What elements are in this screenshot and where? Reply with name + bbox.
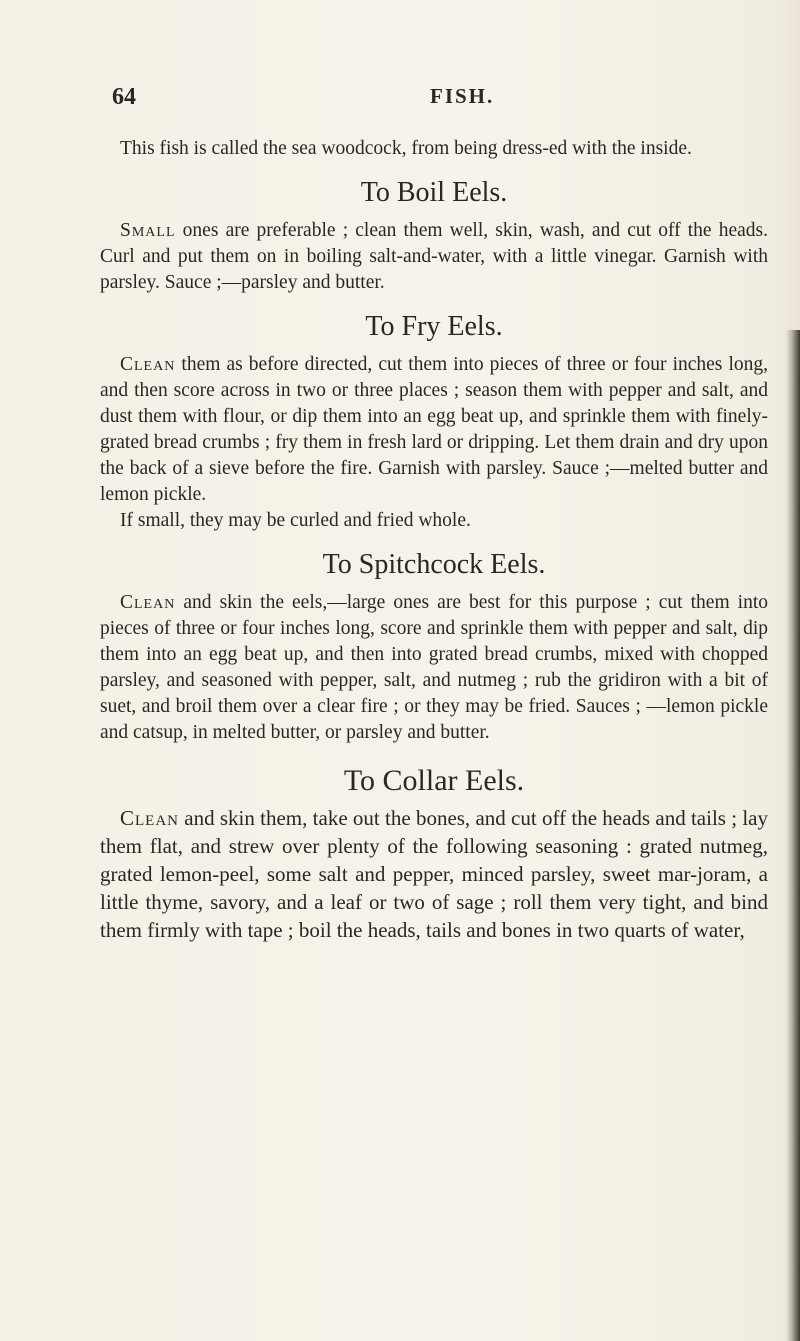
recipe-paragraph	[100, 590, 768, 746]
recipe-body: and skin them, take out the bones, and cut off the heads and tails ; lay them flat, and strew over plenty of the following seasoning : grated nutmeg, grated lemon-peel, some salt and pepper, minced parsley, sweet mar-joram, a little thyme, savory, and a leaf or two of sage ; roll them very tight, and bind them firmly with tape ; boil the heads, tails and bones in two quarts of water,	[100, 806, 768, 942]
recipe-heading: To Fry Eels.	[365, 311, 503, 342]
running-title: FISH.	[430, 84, 495, 108]
recipe-paragraph	[100, 218, 768, 296]
running-head	[112, 84, 752, 114]
page-edge-shadow	[786, 330, 800, 1341]
recipe-heading: To Collar Eels.	[343, 764, 525, 797]
recipe-note: If small, they may be curled and fried whole.	[120, 510, 471, 531]
page-text	[100, 136, 768, 958]
recipe-body: them as before directed, cut them into pieces of three or four inches long, and then score across in two or three places ; season them with pepper and salt, and dust them with flour, or dip them into an egg beat up, and sprinkle them with finely-grated bread crumbs ; fry them in fresh lard or dripping. Let them drain and dry upon the back of a sieve before the fire. Garnish with parsley. Sauce ;—melted butter and lemon pickle.	[100, 354, 768, 505]
recipe-paragraph	[100, 352, 768, 508]
page-number: 64	[112, 84, 136, 110]
recipe-body: ones are preferable ; clean them well, skin, wash, and cut off the heads. Curl and put them on in boiling salt-and-water, with a little vinegar. Garnish with parsley. Sauce ;—parsley and butter.	[100, 220, 768, 293]
recipe-heading: To Boil Eels.	[360, 177, 508, 208]
recipe-fry-eels	[100, 310, 768, 534]
recipe-spitchcock-eels	[100, 548, 768, 746]
intro-paragraph: This fish is called the sea woodcock, from being dress-ed with the inside.	[120, 138, 692, 159]
recipe-body: and skin the eels,—large ones are best for this purpose ; cut them into pieces of three or four inches long, score and sprinkle them with pepper and salt, dip them into an egg beat up, and then into grated bread crumbs, mixed with chopped parsley, and seasoned with pepper, salt, and nutmeg ; rub the gridiron with a bit of suet, and broil them over a clear fire ; or they may be fried. Sauces ; —lemon pickle and catsup, in melted butter, or parsley and butter.	[100, 592, 768, 743]
lead-word: Small	[120, 220, 176, 241]
lead-word: Clean	[120, 592, 176, 613]
recipe-boil-eels	[100, 176, 768, 296]
lead-word: Clean	[120, 354, 176, 375]
recipe-heading: To Spitchcock Eels.	[322, 549, 546, 580]
recipe-collar-eels	[100, 764, 768, 944]
lead-word: Clean	[120, 806, 179, 830]
recipe-paragraph	[100, 804, 768, 944]
